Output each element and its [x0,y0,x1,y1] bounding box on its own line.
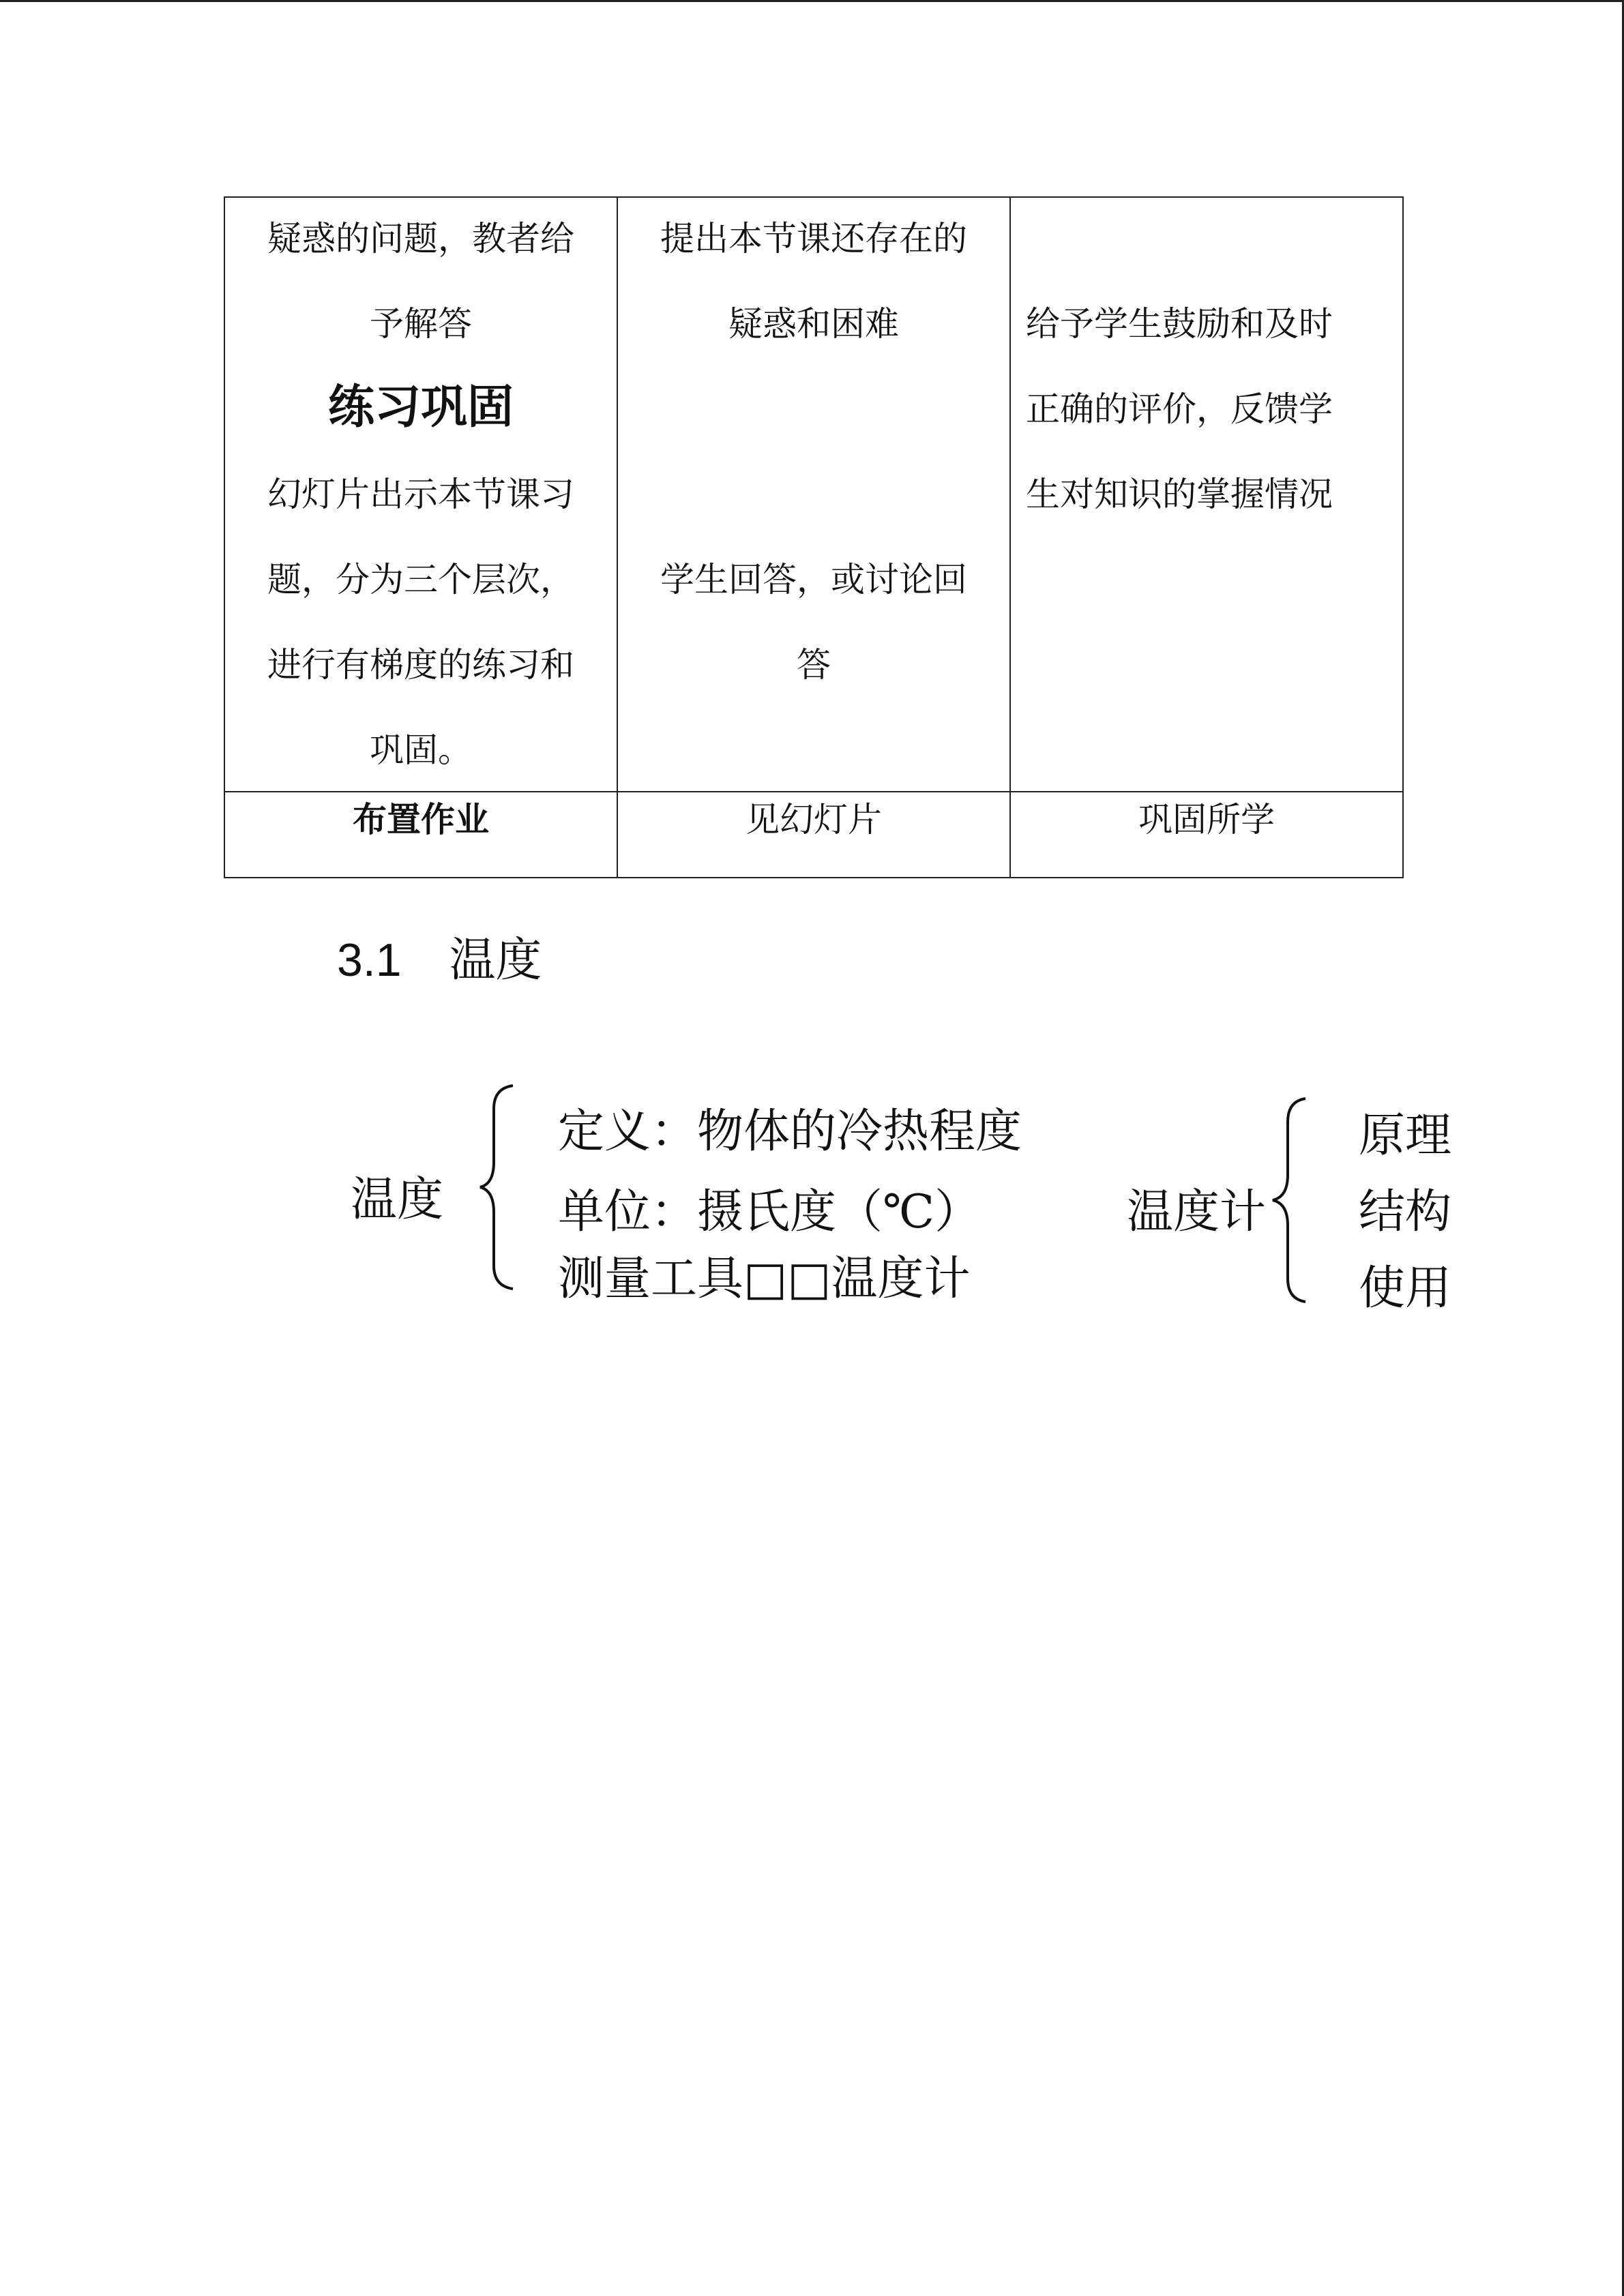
lesson-plan-table [224,196,1404,878]
table-cell-teacher-activity [224,197,617,792]
cell-text: 学生回答，或讨论回 [660,560,967,599]
diagram-measuring-tool: 测量工具□□温度计 [558,1252,971,1306]
cell-text: 题，分为三个层次， [267,560,574,599]
table-cell-student-activity [617,197,1010,792]
cell-text: 提出本节课还存在的 [660,219,967,258]
table-cell-homework-purpose: 巩固所学 [1010,792,1403,878]
cell-text: 疑惑和困难 [728,304,899,344]
table-cell-design-intent [1010,197,1403,792]
page-top-border [0,0,1624,2]
diagram-unit: 单位：摄氏度（℃） [558,1185,981,1239]
cell-text: 予解答 [370,304,472,344]
right-curly-brace [1270,1094,1311,1306]
cell-text: 进行有梯度的练习和 [267,645,574,685]
diagram-right-label: 温度计 [1127,1185,1267,1239]
cell-text: 正确的评价，反馈学 [1026,389,1333,429]
left-curly-brace [477,1082,518,1293]
table-row [224,792,1403,878]
diagram-definition: 定义：物体的冷热程度 [558,1105,1022,1159]
section-heading [337,933,542,988]
cell-text: 疑惑的问题，教者给 [267,219,574,258]
cell-text: 生对知识的掌握情况 [1026,475,1333,514]
diagram-left-label: 温度 [351,1173,444,1227]
cell-text: 幻灯片出示本节课习 [267,475,574,514]
cell-text: 给予学生鼓励和及时 [1026,304,1333,344]
table-cell-homework-label: 布置作业 [224,792,617,878]
section-number: 3.1 [337,934,402,986]
cell-text: 答 [797,645,831,685]
diagram-principle: 原理 [1359,1109,1452,1163]
diagram-structure: 结构 [1359,1185,1452,1239]
table-row [224,197,1403,792]
diagram-usage: 使用 [1359,1262,1452,1315]
cell-heading: 练习巩固 [327,381,514,434]
table-cell-homework-content: 见幻灯片 [617,792,1010,878]
cell-text: 巩固。 [370,730,472,770]
section-title: 温度 [449,934,542,987]
